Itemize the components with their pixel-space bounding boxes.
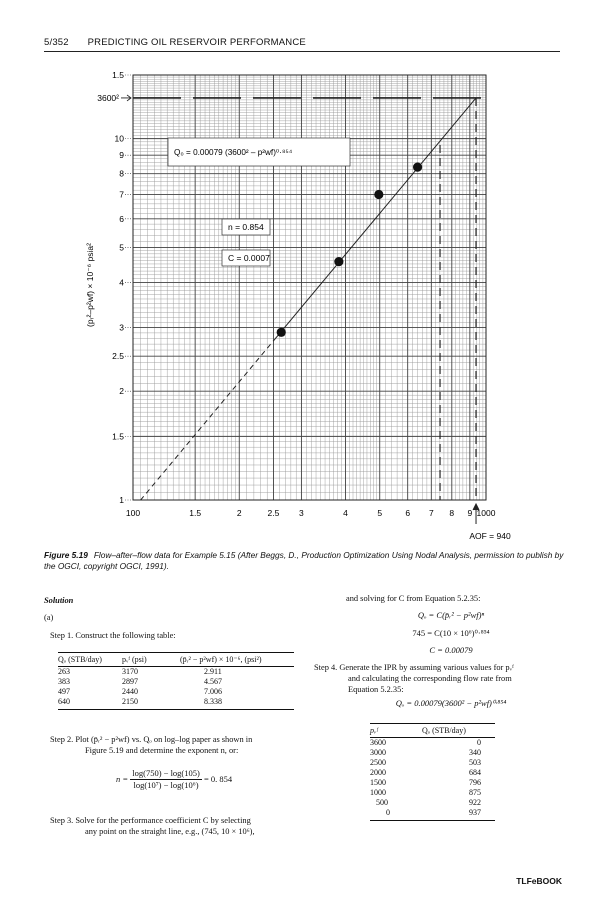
table-cell: 0: [370, 808, 422, 821]
table-cell: 3000: [370, 748, 386, 757]
table-cell: 340: [469, 748, 481, 757]
table1-header-pwf: pᵥᶠ (psi): [122, 653, 180, 667]
step1-text: Step 1. Construct the following table:: [50, 631, 176, 640]
table-row: [370, 758, 495, 768]
table-row: [58, 687, 294, 697]
table-cell: 1000: [370, 788, 386, 797]
y-axis-label: (pᵣ²–p²wf) × 10⁻⁶ psia²: [85, 243, 95, 327]
table-cell: 4.567: [204, 677, 222, 686]
table-cell: 2.911: [204, 667, 222, 676]
table-row: [370, 788, 495, 798]
fit-line: [273, 98, 476, 341]
n-eq-rhs: = 0. 854: [203, 774, 233, 784]
table-cell: 3170: [122, 667, 138, 676]
table-cell: 2500: [370, 758, 386, 767]
n-annotation: n = 0.854: [228, 222, 264, 232]
solution-heading: Solution: [44, 596, 74, 605]
x-tick-label: 100: [125, 508, 141, 518]
table-row: [58, 667, 294, 678]
table-cell: 922: [469, 798, 481, 807]
y-tick-label: 7: [119, 189, 124, 200]
table-cell: 937: [422, 808, 495, 821]
table-cell: 796: [469, 778, 481, 787]
x-tick-label: 9: [467, 508, 473, 518]
x-tick-label: 8: [449, 508, 455, 518]
y-tick-label: 1.5: [112, 431, 124, 442]
equation-qo: Qₒ = C(p̄ᵣ² − p²wf)ⁿ: [417, 610, 485, 620]
table-row: [58, 677, 294, 687]
table-cell: 3600: [370, 738, 386, 747]
y-tick-label: 8: [119, 168, 124, 179]
table-row: [370, 798, 495, 808]
table2-header-qo: Qₒ (STB/day): [422, 724, 495, 738]
x-tick-label: 4: [343, 508, 348, 518]
table-cell: 497: [58, 687, 70, 696]
x-tick-labels: [126, 508, 496, 518]
table-row: [370, 738, 495, 749]
table-row: [58, 697, 294, 710]
step3-line2: any point on the straight line, e.g., (745, 10 × 10⁶),: [85, 827, 255, 836]
table-cell: 383: [58, 677, 70, 686]
table-cell: 640: [58, 697, 122, 710]
footer-mark: TLFeBOOK: [516, 876, 562, 886]
table-cell: 7.006: [204, 687, 222, 696]
y-tick-label: 10: [114, 133, 124, 144]
y-tick-label: 4: [119, 277, 124, 288]
table-cell: 684: [469, 768, 481, 777]
table-cell: 503: [469, 758, 481, 767]
step2-line1: Step 2. Plot (p̄ᵣ² − p²wf) vs. Qₒ on log–log paper as shown in: [50, 735, 253, 744]
equation-c: C = 0.00079: [429, 645, 473, 655]
y-tick-label: 1: [119, 495, 124, 505]
data-point: [277, 328, 286, 337]
y-tick-labels: [112, 70, 133, 505]
n-eq-fraction: [130, 768, 202, 791]
aof-label: AOF = 940: [469, 531, 511, 541]
y-tick-label: 9: [119, 150, 124, 161]
c-annotation: C = 0.0007: [228, 253, 270, 263]
n-eq-lhs: n =: [116, 774, 129, 784]
x-tick-label: 2.5: [267, 508, 280, 518]
right-intro: and solving for C from Equation 5.2.35:: [346, 594, 481, 603]
page-number: 5/352: [44, 37, 69, 48]
data-point: [334, 257, 343, 266]
y-tick-label: 2.5: [112, 351, 124, 362]
figure-label: Figure 5.19: [44, 550, 88, 560]
reference-arrow: [121, 95, 131, 101]
step3-line1: Step 3. Solve for the performance coefficient C by selecting: [50, 816, 251, 825]
table-cell: 2000: [370, 768, 386, 777]
x-tick-label: 1000: [476, 508, 496, 518]
running-title: PREDICTING OIL RESERVOIR PERFORMANCE: [87, 37, 306, 48]
table-cell: 0: [477, 738, 481, 747]
flow-data-table: [58, 652, 294, 710]
table-cell: 500: [376, 798, 388, 807]
table-row: [370, 768, 495, 778]
equation-ipr: Qₒ = 0.00079(3600² − p²wf)⁰·⁸⁵⁴: [395, 698, 507, 708]
y-tick-label: 1.5: [112, 70, 124, 80]
ipr-table: [370, 723, 495, 821]
step4-line2: and calculating the corresponding flow rate from: [348, 674, 512, 683]
table1-header-dp: (p̄ᵣ² − p²wf) × 10⁻⁶, (psi²): [180, 653, 294, 667]
table-row: [370, 748, 495, 758]
step4-line3: Equation 5.2.35:: [348, 685, 404, 694]
reference-label: 3600²: [97, 92, 119, 103]
table-cell: 2897: [122, 677, 138, 686]
table2-header-pwf: pᵥᶠ: [370, 724, 422, 738]
y-tick-label: 5: [119, 242, 124, 253]
n-eq-numerator: log(750) − log(105): [132, 768, 200, 778]
fit-line-dashed: [140, 341, 273, 500]
chart-marks: [97, 93, 511, 541]
y-tick-label: 6: [119, 213, 124, 224]
table1-header-q: Qₒ (STB/day): [58, 653, 122, 667]
x-tick-label: 7: [428, 508, 434, 518]
exponent-equation: [116, 768, 232, 791]
table-cell: 875: [469, 788, 481, 797]
equation-745: 745 = C(10 × 10⁶)⁰·⁸⁵⁴: [412, 628, 490, 638]
part-a-label: (a): [44, 613, 54, 622]
x-tick-label: 1.5: [189, 508, 202, 518]
table-cell: 2150: [122, 697, 180, 710]
caption-text: Flow–after–flow data for Example 5.15 (After Beggs, D., Production Optimization Using Nodal Analysis, permission to publish by the OGCI, copyright OGCI, 1991).: [44, 550, 564, 571]
figure-caption: [44, 550, 564, 572]
n-eq-denominator: log(10⁷) − log(10⁶): [133, 780, 199, 790]
table-cell: 263: [58, 667, 70, 676]
table-cell: 8.338: [180, 697, 294, 710]
table-row: [370, 778, 495, 788]
data-point: [413, 163, 422, 172]
table-cell: 2440: [122, 687, 138, 696]
x-tick-label: 5: [377, 508, 383, 518]
step2-line2: Figure 5.19 and determine the exponent n, or:: [85, 746, 239, 755]
step4-line1: Step 4. Generate the IPR by assuming various values for pᵥᶠ: [314, 663, 514, 672]
equation-annotation: Q₀ = 0.00079 (3600² – p²wf)⁰·⁸⁵⁴: [174, 148, 293, 157]
table-row: [370, 808, 495, 821]
x-tick-label: 3: [299, 508, 304, 518]
x-tick-label: 2: [236, 508, 242, 518]
table-cell: 1500: [370, 778, 386, 787]
y-tick-label: 3: [119, 322, 124, 333]
x-tick-label: 6: [405, 508, 411, 518]
data-point: [374, 190, 383, 199]
y-tick-label: 2: [119, 386, 124, 397]
